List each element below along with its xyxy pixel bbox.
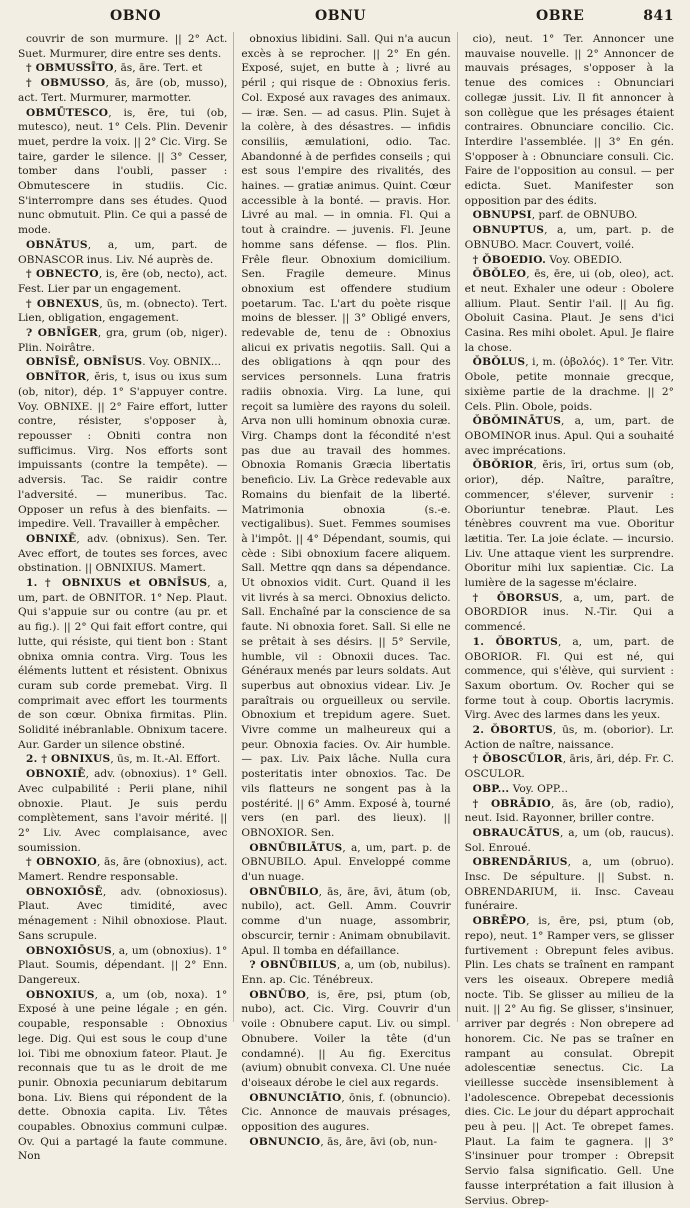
dictionary-entry: OBNĪTOR, ĕris, t, isus ou ixus sum (ob, nitor), dép. 1° S'appuyer contre. Voy. OBNIXE. || 2° Faire effort, lutter contre, résister, s'opposer à, repousser : Obniti contra non sufficimus. Virg. Nos efforts sont impuissants (contre la tempête). — adversis. Tac. Se raidir contre l'adversité. — muneribus. Tac. Opposer un refus à des bienfaits. — impedire. Vell. Travailler à empêcher. <box>18 371 228 531</box>
dictionary-entry: ? OBNĪGER, gra, grum (ob, niger). Plin. Noirâtre. <box>18 327 228 354</box>
entry-headword: OBNĪSĒ, OBNĪSUS <box>26 356 143 369</box>
entry-headword: OBNUPSI <box>472 209 532 222</box>
entry-headword: 2. ŎBORTUS <box>472 724 553 737</box>
entry-headword: † OBMUSSO <box>26 77 106 90</box>
entry-headword: ŎBŎLUS <box>472 356 526 369</box>
entry-headword: OBNUNCIĀTIO <box>249 1091 342 1104</box>
running-header <box>18 8 674 30</box>
column-left <box>18 32 234 1163</box>
entry-headword: † OBNECTO <box>26 268 99 281</box>
dictionary-entry: † OBRĀDIO, ās, āre (ob, radio), neut. Isid. Rayonner, briller contre. <box>464 797 674 825</box>
dictionary-entry: ŎBŎRIOR, ĕris, īri, ortus sum (ob, orior), dép. Naître, paraître, commencer, s'élever, survenir : Oboriuntur tenebræ. Plaut. Les ténèbres couvrent ma vue. Oboritur lætitia. Ter. La joie éclate. — incursio. Liv. Une attaque vient les surprendre. Oboritur mihi lux sapientiæ. Cic. La lumière de la sagesse m'éclaire. <box>464 459 674 590</box>
dictionary-entry: OBNOXIŌSUS, a, um (obnoxius). 1° Plaut. Soumis, dépendant. || 2° Enn. Dangereux. <box>18 944 228 986</box>
dictionary-entry: obnoxius libidini. Sall. Qui n'a aucun excès à se reprocher. || 2° En gén. Exposé, sujet, en butte à ; livré au péril ; qui risque de : Obnoxius feris. Col. Exposé aux ravages des animaux. — iræ. Sen. — ad casus. Plin. Sujet à la colère, à des désastres. — infidis consiliis, æmulationi, odio. Tac. Abandonné à de perfides conseils ; qui est sous l'empire des rivalités, des haines. — gratiæ animus. Quint. Cœur accessible à la bonté. — pravis. Hor. Livré au mal. — in omnia. Fl. Qui a tout à craindre. — juvenis. Fl. Jeune homme sans défense. — flos. Plin. Frêle fleur. Obnoxium domicilium. Sen. Fragile demeure. Minus obnoxium est offendere studium poetarum. Tac. L'art du poète risque moins de blesser. || 3° Obligé envers, redevable de, tenu de : Obnoxius alicui ex privatis negotiis. Sall. Qui a des obligations à qqn pour des services personnels. Luna fratris radiis obnoxia. Virg. La lune, qui reçoit sa lumière des rayons du soleil. Arva non ulli hominum obnoxia curæ. Virg. Champs dont la fécondité n'est pas due au travail des hommes. Obnoxia Romanis Græcia libertatis beneficio. Liv. La Grèce redevable aux Romains du bienfait de la liberté. Matrimonia obnoxia (s.-e. vectigalibus). Suet. Femmes soumises à l'impôt. || 4° Dépendant, soumis, qui cède : Sibi obnoxium facere aliquem. Sall. Mettre qqn dans sa dépendance. Ut obnoxios vidit. Curt. Quand il les vit livrés à sa merci. Obnoxius delicto. Sall. Enchaîné par la conscience de sa faute. Ni obnoxia foret. Sall. Si elle ne se prêtait à ses désirs. || 5° Servile, humble, vil : Obnoxii duces. Tac. Généraux menés par leurs soldats. Aut superbus aut obnoxius videar. Liv. Je paraîtrais ou orgueilleux ou servile. Obnoxium et trepidum agere. Suet. Vivre comme un malheureux qui a peur. Obnoxia facies. Ov. Air humble. — pax. Liv. Paix lâche. Nulla cura posteritatis inter obnoxios. Tac. De vils flatteurs ne songent pas à la postérité. || 6° Amm. Exposé à, tourné vers (en parl. des lieux). || OBNOXIOR. Sen. <box>241 33 451 839</box>
entry-headword: OBNOXIŌSĒ <box>26 885 103 898</box>
dictionary-entry: † OBNOXIO, ās, āre (obnoxius), act. Mamert. Rendre responsable. <box>18 856 228 884</box>
dictionary-entry: OBNŪBO, is, ēre, psi, ptum (ob, nubo), act. Cic. Virg. Couvrir d'un voile : Obnubere caput. Liv. ou simpl. Obnubere. Voiler la tête (d'un condamné). || Au fig. Exercitus (avium) obnubit convexa. Cl. Une nuée d'oiseaux dérobe le ciel aux regards. <box>241 988 451 1089</box>
dictionary-entry: cio), neut. 1° Ter. Annoncer une mauvaise nouvelle. || 2° Annoncer de mauvais présages, s'opposer à la tenue des comices : Obnunciari collegæ jussit. Liv. Il fit annoncer à son collègue que les présages étaient contraires. Obnunciare concilio. Cic. Interdire l'assemblée. || 3° En gén. S'opposer à : Obnunciare consuli. Cic. Faire de l'opposition au consul. — per edicta. Suet. Manifester son opposition par des édits. <box>464 33 674 207</box>
entry-headword: ŎBŎLEO <box>472 268 527 281</box>
dictionary-entry: ŎBŎLEO, ēs, ēre, ui (ob, oleo), act. et neut. Exhaler une odeur : Obolere allium. Plaut. Sentir l'ail. || Au fig. Oboluit Casina. Plaut. Je sens d'ici Casina. Res mihi obolet. Apul. Je flaire la chose. <box>464 268 674 354</box>
entry-headword: OBRAUCĀTUS <box>472 826 560 839</box>
text-columns <box>18 32 674 1207</box>
dictionary-entry: OBNOXIĒ, adv. (obnoxius). 1° Gell. Avec culpabilité : Perii plane, nihil obnoxie. Plaut. Je suis perdu complètement, sans l'avoir mérité. || 2° Liv. Avec complaisance, avec soumission. <box>18 768 228 854</box>
entry-headword: OBNOXIUS <box>26 988 95 1001</box>
entry-headword: † ŎBOEDIO. <box>472 253 547 266</box>
dictionary-entry: OBNUNCIĀTIO, ōnis, f. (obnuncio). Cic. Annonce de mauvais présages, opposition des augures. <box>241 1091 451 1134</box>
entry-headword: † OBMUSSĪTO <box>26 62 114 75</box>
header-middle-guideword: OBNU <box>315 8 367 24</box>
entry-headword: OBNĀTUS <box>26 238 88 251</box>
entry-headword: ŎBŎMINĀTUS <box>472 415 562 428</box>
dictionary-entry: OBNOXIUS, a, um (ob, noxa). 1° Exposé à une peine légale ; en gén. coupable, responsable : Obnoxius lege. Dig. Qui est sous le coup d'une loi. Tibi me obnoxium fateor. Plaut. Je reconnais que tu as le droit de me punir. Obnoxia pecuniarum debitarum bona. Liv. Biens qui répondent de la dette. Obnoxia capita. Liv. Têtes coupables. Obnoxius communi culpæ. Ov. Qui a partagé la faute commune. Non <box>18 988 228 1163</box>
dictionary-entry: OBNUPTUS, a, um, part. p. de OBNUBO. Macr. Couvert, voilé. <box>464 224 674 251</box>
dictionary-entry: † ŎBOEDIO. Voy. OBEDIO. <box>472 253 623 266</box>
dictionary-entry: OBNĪSĒ, OBNĪSUS. Voy. OBNIX... <box>26 356 221 369</box>
dictionary-entry: † OBMUSSĪTO, ās, āre. Tert. et <box>26 62 203 75</box>
entry-headword: OBNĪTOR <box>26 371 87 384</box>
entry-headword: OBNŪBILO <box>249 885 319 898</box>
entry-headword: OBNŪBILĀTUS <box>249 841 343 854</box>
header-right-guideword: OBRE <box>536 8 585 24</box>
entry-headword: † ŎBORSUS <box>472 591 560 604</box>
dictionary-entry: 2. † OBNIXUS, ūs, m. It.-Al. Effort. <box>26 753 221 766</box>
entry-headword: ? OBNŪBILUS <box>249 959 337 972</box>
entry-headword: ŎBŎRIOR <box>472 459 534 472</box>
dictionary-entry: OBNŪBILO, ās, āre, āvi, ātum (ob, nubilo), act. Gell. Amm. Couvrir comme d'un nuage, assombrir, obscurcir, ternir : Animam obnubilavit. Apul. Il tomba en défaillance. <box>241 885 451 957</box>
entry-headword: † OBRĀDIO <box>472 797 551 810</box>
entry-headword: 1. † OBNIXUS et OBNĪSUS <box>26 577 208 590</box>
dictionary-entry: couvrir de son murmure. || 2° Act. Suet. Murmurer, dire entre ses dents. <box>18 33 228 60</box>
dictionary-entry: OBNIXĒ, adv. (obnixus). Sen. Ter. Avec effort, de toutes ses forces, avec obstination. || OBNIXIUS. Mamert. <box>18 532 228 575</box>
dictionary-entry: † ŎBOSCŬLOR, āris, āri, dép. Fr. C. OSCULOR. <box>464 753 674 781</box>
dictionary-entry: † OBNEXUS, ūs, m. (obnecto). Tert. Lien, obligation, engagement. <box>18 297 228 325</box>
dictionary-entry: ŎBŎMINĀTUS, a, um, part. de OBOMINOR inus. Apul. Qui a souhaité avec imprécations. <box>464 415 674 457</box>
entry-headword: OBRENDĀRIUS <box>472 856 568 869</box>
dictionary-entry: † OBNECTO, is, ēre (ob, necto), act. Fest. Lier par un engagement. <box>18 268 228 295</box>
entry-headword: † OBNOXIO <box>26 856 97 869</box>
entry-headword: OBNUPTUS <box>472 224 545 237</box>
dictionary-entry: OBMŪTESCO, is, ēre, tui (ob, mutesco), neut. 1° Cels. Plin. Devenir muet, perdre la voix. || 2° Cic. Virg. Se taire, garder le silence. || 3° Cesser, tomber dans l'oubli, passer : Obmutescere in studiis. Cic. S'interrompre dans ses études. Quod nunc obmutuit. Plin. Ce qui a passé de mode. <box>18 106 228 237</box>
header-left-guideword: OBNO <box>110 8 162 24</box>
entry-headword: OBNOXIŌSUS <box>26 944 112 957</box>
dictionary-entry: OBNUNCIO, ās, āre, āvi (ob, nun- <box>249 1135 438 1148</box>
dictionary-entry: OBP... Voy. OPP... <box>472 782 568 795</box>
entry-headword: OBNUNCIO <box>249 1135 321 1148</box>
entry-headword: OBRĒPO <box>472 915 527 928</box>
dictionary-entry: 2. ŎBORTUS, ūs, m. (oborior). Lr. Action de naître, naissance. <box>464 724 674 751</box>
column-middle <box>241 32 457 1148</box>
dictionary-entry: OBRAUCĀTUS, a, um (ob, raucus). Sol. Enroué. <box>464 826 674 854</box>
entry-headword: 2. † OBNIXUS <box>26 753 111 766</box>
entry-headword: OBP... <box>472 782 510 795</box>
dictionary-entry: ? OBNŪBILUS, a, um (ob, nubilus). Enn. ap. Cic. Ténébreux. <box>241 959 451 986</box>
dictionary-entry: OBNĀTUS, a, um, part. de OBNASCOR inus. Liv. Né auprès de. <box>18 238 228 266</box>
entry-headword: OBNIXĒ <box>26 532 77 545</box>
entry-headword: † ŎBOSCŬLOR <box>472 753 563 766</box>
entry-headword: 1. ŎBORTUS <box>472 635 558 648</box>
dictionary-entry: 1. † OBNIXUS et OBNĪSUS, a, um, part. de OBNITOR. 1° Nep. Plaut. Qui s'appuie sur ou contre (au pr. et au fig.). || 2° Qui fait effort contre, qui lutte, qui résiste, qui tient bon : Stant obnixa omnia contra. Virg. Tous les éléments luttent et résistent. Obnixus curam sub corde premebat. Virg. Il comprimait avec effort les tourments de son cœur. Obnixa firmitas. Plin. Solidité inébranlable. Obnixum tacere. Aur. Garder un silence obstiné. <box>18 577 228 751</box>
entry-headword: OBMŪTESCO <box>26 106 109 119</box>
dictionary-entry: OBNUPSI, parf. de OBNUBO. <box>472 209 638 222</box>
dictionary-entry: ŎBŎLUS, i, m. (ὀβολός). 1° Ter. Vitr. Obole, petite monnaie grecque, sixième partie de la drachme. || 2° Cels. Plin. Obole, poids. <box>464 356 674 413</box>
dictionary-entry: OBRĒPO, is, ēre, psi, ptum (ob, repo), neut. 1° Ramper vers, se glisser furtivement : Obrepunt feles avibus. Plin. Les chats se traînent en rampant vers les oiseaux. Obrepere mediâ nocte. Tib. Se glisser au milieu de la nuit. || 2° Au fig. Se glisser, s'insinuer, arriver par degrés : Non obrepere ad honorem. Cic. Ne pas se traîner en rampant au consulat. Obrepit adolescentiæ senectus. Cic. La vieillesse succède insensiblement à l'adolescence. Obrepebat decessionis dies. Cic. Le jour du départ approchait peu à peu. || Act. Te obrepet fames. Plaut. La faim te gagnera. || 3° S'insinuer pour tromper : Obrepsit Servio falsa significatio. Gell. Une fausse interprétation a fait illusion à Servius. Obrep- <box>464 915 674 1207</box>
entry-headword: ? OBNĪGER <box>26 327 98 340</box>
dictionary-entry: 1. ŎBORTUS, a, um, part. de OBORIOR. Fl. Qui est né, qui commence, qui s'élève, qui survient : Saxum obortum. Ov. Rocher qui se forme tout à coup. Obortis lacrymis. Virg. Avec des larmes dans les yeux. <box>464 635 674 722</box>
dictionary-entry: † OBMUSSO, ās, āre (ob, musso), act. Tert. Murmurer, marmotter. <box>18 77 228 104</box>
page-number: 841 <box>643 8 674 24</box>
column-right <box>464 32 674 1207</box>
entry-headword: † OBNEXUS <box>26 297 100 310</box>
dictionary-entry: OBRENDĀRIUS, a, um (obruo). Insc. De sépulture. || Subst. n. OBRENDARIUM, ii. Insc. Caveau funéraire. <box>464 856 674 913</box>
dictionary-entry: OBNOXIŌSĒ, adv. (obnoxiosus). Plaut. Avec timidité, avec ménagement : Nihil obnoxiose. Plaut. Sans scrupule. <box>18 885 228 942</box>
dictionary-entry: OBNŪBILĀTUS, a, um, part. p. de OBNUBILO. Apul. Enveloppé comme d'un nuage. <box>241 841 451 884</box>
dictionary-entry: † ŎBORSUS, a, um, part. de OBORDIOR inus. N.-Tir. Qui a commencé. <box>464 591 674 634</box>
entry-headword: OBNOXIĒ <box>26 768 86 781</box>
entry-headword: OBNŪBO <box>249 988 307 1001</box>
